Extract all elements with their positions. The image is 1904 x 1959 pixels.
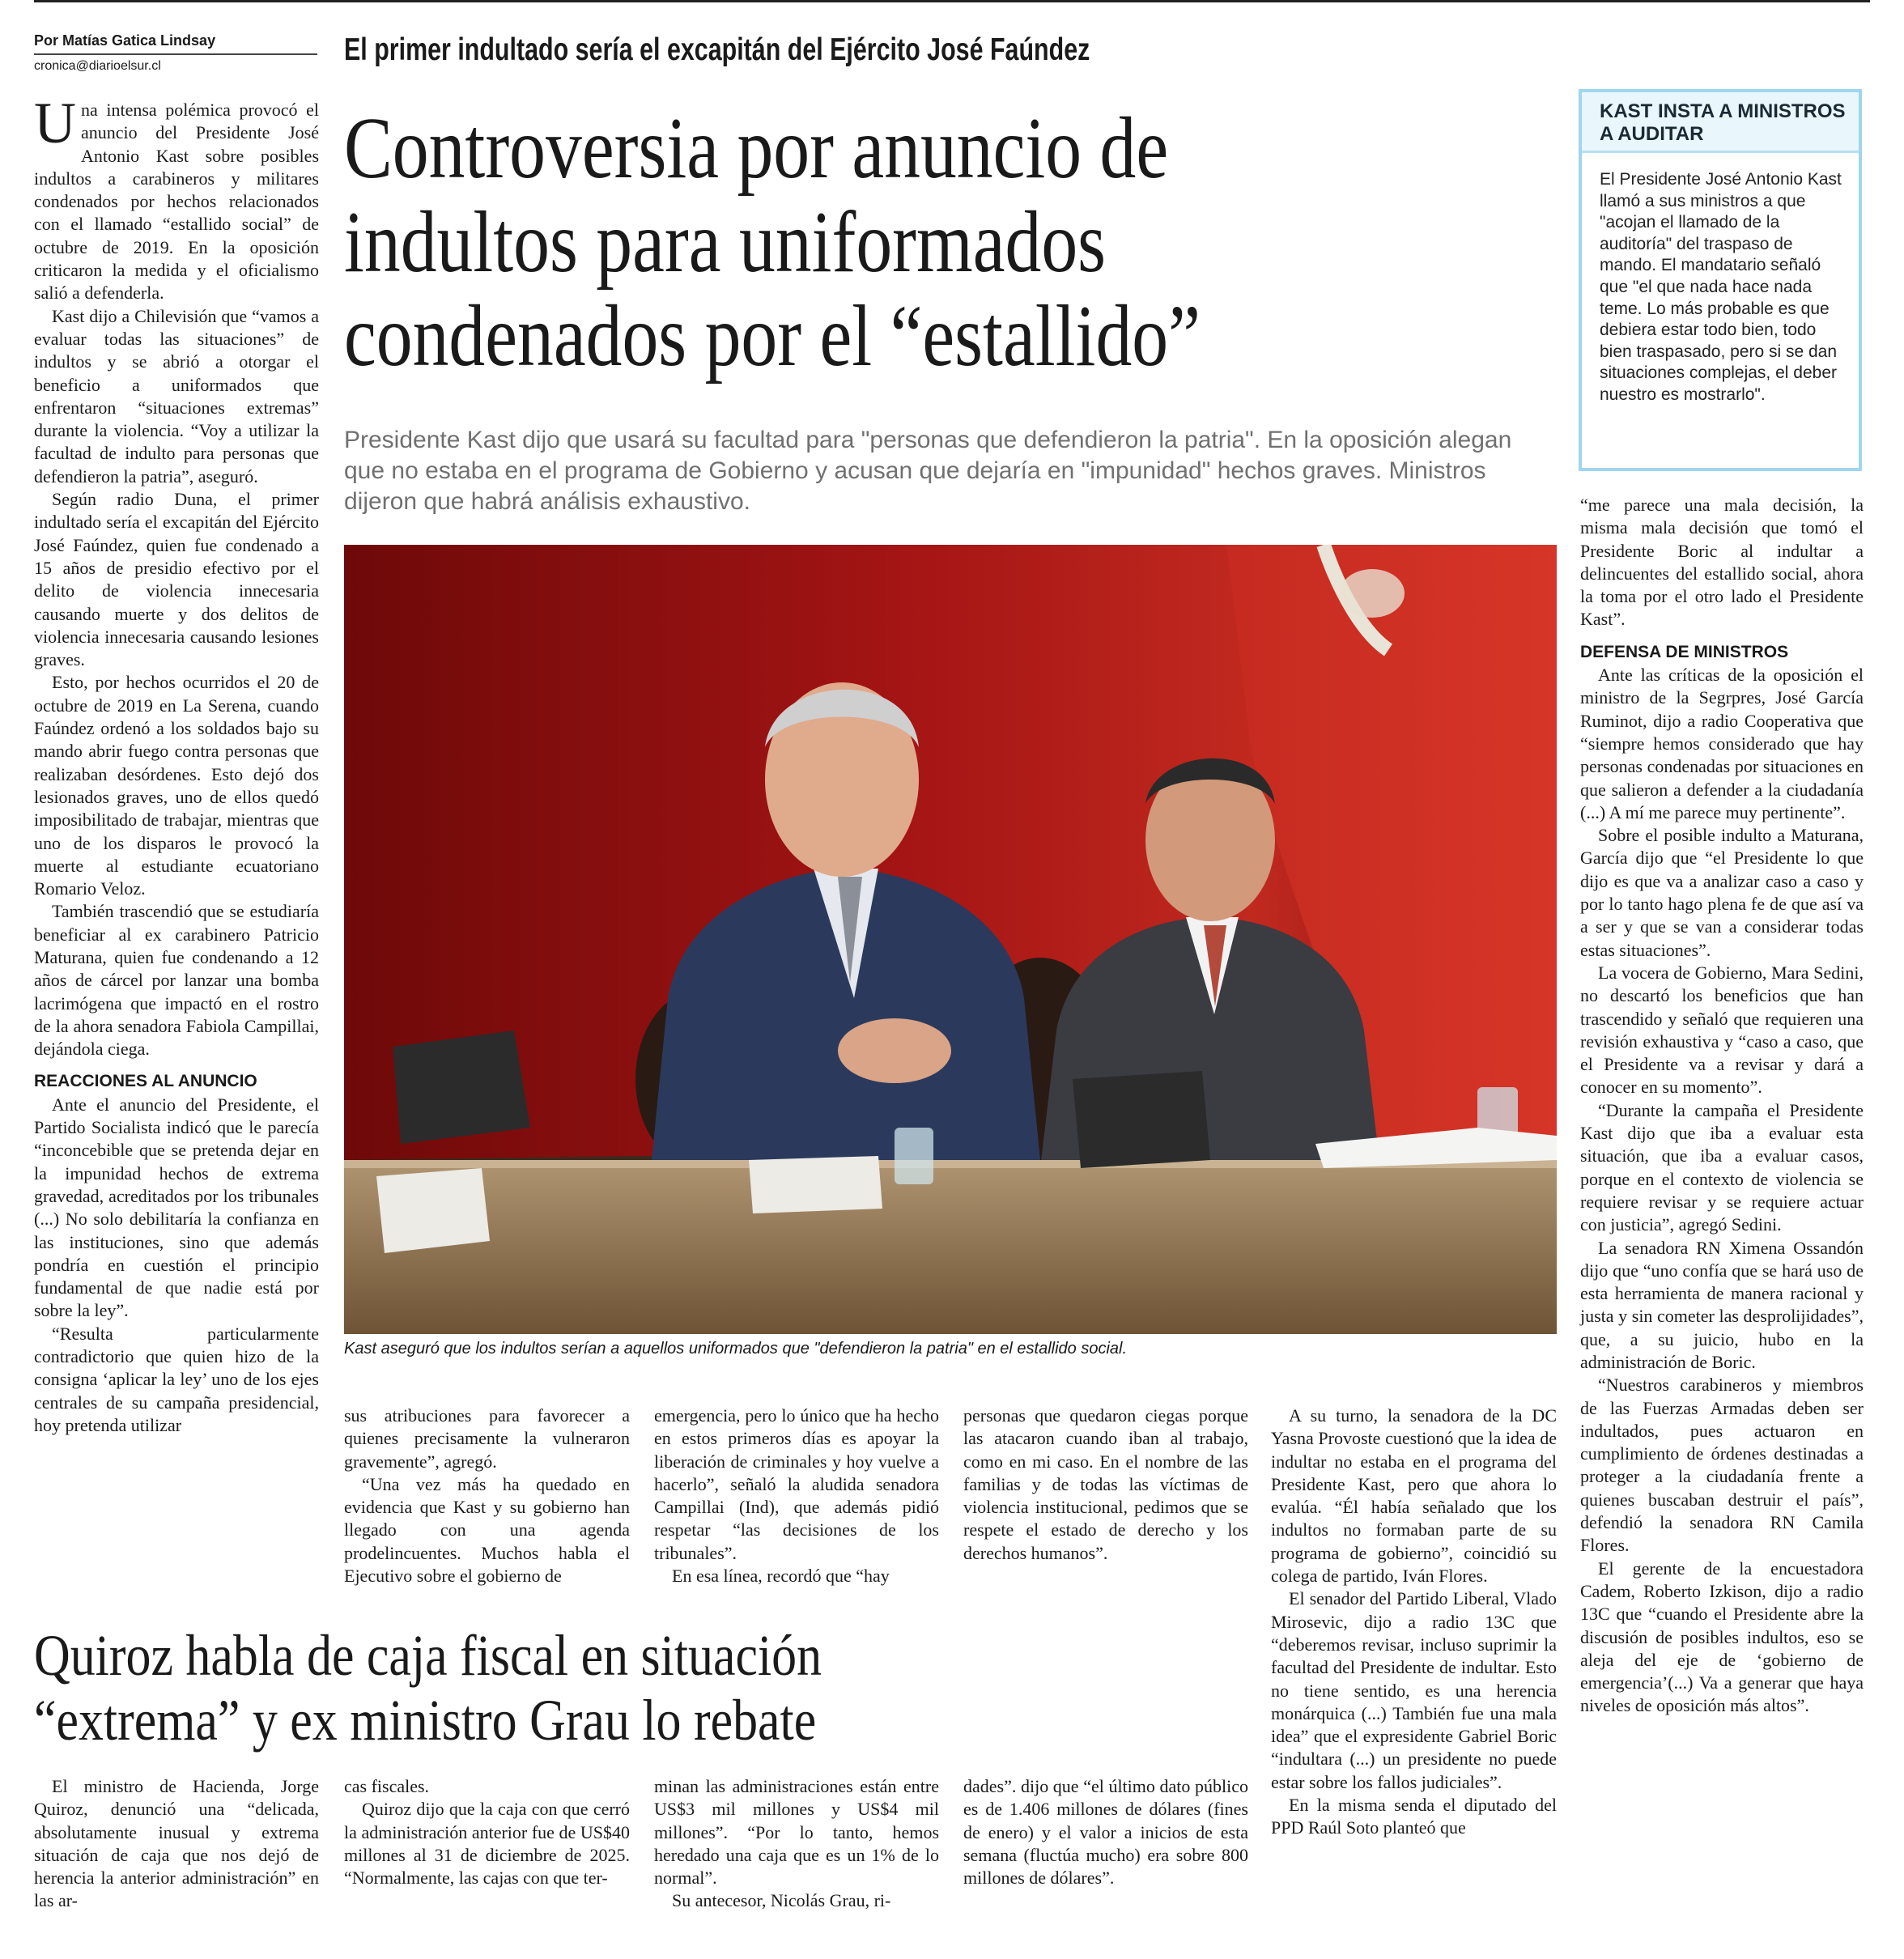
article-column-5: [1271, 1404, 1557, 1840]
main-headline: [344, 102, 1352, 384]
author-email: cronica@diarioelsur.cl: [34, 59, 161, 73]
second-headline-line-1: Quiroz habla de caja fiscal en situación: [34, 1623, 822, 1688]
byline: [34, 32, 317, 74]
article-column-6: [1580, 494, 1864, 1718]
paragraph: minan las administraciones están entre US$3 mil millones y US$4 mil millones”. “Por lo tanto, hemos heredado una caja que es un 1% de lo normal”.: [654, 1776, 939, 1889]
paragraph: Quiroz dijo que la caja con que cerró la administración anterior fue de US$40 millones al 31 de diciembre de 2025. “Normalmente, las cajas con que ter-: [344, 1799, 630, 1889]
paragraph: Una intensa polémica provocó el anuncio del Presidente José Antonio Kast sobre posibles indultos a carabineros y militares condenados por hechos relacionados con el llamado “estallido social” de octubre de 2019. En la oposición criticaron la medida y el oficialismo salió a defenderla.: [34, 91, 319, 304]
paragraph: El ministro de Hacienda, Jorge Quiroz, denunció una “delicada, absolutamente inusual y extrema situación de caja que nos dejó de herencia la anterior administración” en las ar-: [34, 1776, 319, 1911]
paragraph: Ante las críticas de la oposición el ministro de la Segrpres, José García Ruminot, dijo a radio Cooperativa que “siempre hemos considerado que hay personas condenadas por situaciones en que salieron a defender a la ciudadanía (...) A mí me parece muy pertinente”.: [1580, 665, 1864, 822]
sidebar-body: El Presidente José Antonio Kast llamó a sus ministros a que "acojan el llamado de la auditoría" del traspaso de mando. El mandatario señaló que "el que nada hace nada teme. Lo más probable es que debiera estar todo bien, todo bien traspasado, pero si se dan situaciones complejas, el deber nuestro es mostrarlo".: [1600, 170, 1842, 404]
deck: Presidente Kast dijo que usará su facultad para "personas que defendieron la patria". En la oposición alegan que no estaba en el programa de Gobierno y acusan que dejaría en "impunidad" hechos graves. Ministros dijeron que habrá análisis exhaustivo.: [344, 427, 1512, 515]
headline-line-1: Controversia por anuncio de: [344, 100, 1169, 197]
paragraph: sus atribuciones para favorecer a quienes precisamente la vulneraron gravemente”, agregó.: [344, 1405, 630, 1472]
paragraph: A su turno, la senadora de la DC Yasna Provoste cuestionó que la idea de indultar no estaba en el programa del Presidente Kast, pero que ahora lo evalúa. “Él había señalado que los indultos no formaban parte de su programa de gobierno”, coincidió su colega de partido, Iván Flores.: [1271, 1405, 1557, 1587]
story2-column-2: [344, 1775, 630, 1889]
paragraph: cas fiscales.: [344, 1776, 430, 1796]
subhead-reacciones: REACCIONES AL ANUNCIO: [34, 1072, 257, 1091]
article-column-3: [654, 1404, 939, 1587]
paragraph: Esto, por hechos ocurridos el 20 de octubre de 2019 en La Serena, cuando Faúndez ordenó a los soldados bajo su mando abrir fuego contra personas que realizaban desórdenes. Esto dejó dos lesionados graves, uno de ellos quedó imposibilitado de trabajar, mientras que uno de los disparos le provocó la muerte al estudiante ecuatoriano Romario Veloz.: [34, 672, 319, 899]
sidebar-box: [1579, 89, 1862, 471]
article-column-2: [344, 1404, 630, 1587]
paragraph: “Durante la campaña el Presidente Kast dijo que iba a evaluar esta situación, que iba a evaluar casos, porque en el contexto de violencia se requiere revisar y se requiere actuar con justicia”, agregó Sedini.: [1580, 1099, 1864, 1235]
paragraph: En esa línea, recordó que “hay: [672, 1566, 890, 1587]
paragraph: El gerente de la encuestadora Cadem, Roberto Izkison, dijo a radio 13C que “cuando el Presidente abre la discusión de posibles indultos, eso se aleja del eje de ‘gobierno de emergencia’(...) Va a generar que haya niveles de oposición más altos”.: [1580, 1557, 1864, 1716]
subhead-defensa: DEFENSA DE MINISTROS: [1580, 642, 1789, 661]
paragraph: “Nuestros carabineros y miembros de las Fuerzas Armadas deben ser indultados, pues actuaron en cumplimiento de órdenes destinadas a proteger a la ciudadanía frente a quienes buscaban destruir el país”, defendió la senadora RN Camila Flores.: [1580, 1375, 1864, 1556]
sidebar-title: KAST INSTA A MINISTROS A AUDITAR: [1582, 92, 1859, 153]
story2-column-1: [34, 1775, 319, 1913]
photo-caption: Kast aseguró que los indultos serían a aquellos uniformados que "defendieron la patria" en el estallido social.: [344, 1340, 1128, 1358]
paragraph: “me parece una mala decisión, la misma mala decisión que tomó el Presidente Boric al indultar a delincuentes del estallido social, ahora la toma por el otro lado el Presidente Kast”.: [1580, 495, 1864, 630]
top-rule: [34, 0, 1870, 2]
author-name: Por Matías Gatica Lindsay: [34, 32, 317, 55]
news-photo: [344, 545, 1557, 1334]
paragraph: Su antecesor, Nicolás Grau, ri-: [672, 1890, 891, 1911]
kicker: El primer indultado sería el excapitán del Ejército José Faúndez: [344, 32, 1090, 67]
paragraph: En la misma senda el diputado del PPD Raúl Soto planteó que: [1271, 1795, 1557, 1838]
paragraph: dades”. dijo que “el último dato público es de 1.406 millones de dólares (fines de enero) y el valor a inicios de esta semana (fluctúa mucho) era sobre 800 millones de dólares”.: [963, 1776, 1248, 1889]
paragraph: También trascendió que se estudiaría beneficiar al ex carabinero Patricio Maturana, quien fue condenando a 12 años de cárcel por lanzar una bomba lacrimógena que impactó en el rostro de la ahora senadora Fabiola Campillai, dejándola ciega.: [34, 901, 319, 1060]
paragraph: “Resulta particularmente contradictorio que quien hizo de la consigna ‘aplicar la ley’ uno de los ejes centrales de su campaña presidencial, hoy pretenda utilizar: [34, 1323, 319, 1435]
paragraph: Ante el anuncio del Presidente, el Partido Socialista indicó que le parecía “inconcebible que se pretenda dejar en la impunidad hechos de extrema gravedad, acreditados por los tribunales (...) No solo debilitaría la confianza en las instituciones, sino que además pondría en cuestión el principio fundamental de que nadie está por sobre la ley”.: [34, 1094, 319, 1321]
story2-column-4: [963, 1775, 1248, 1889]
paragraph: Según radio Duna, el primer indultado sería el excapitán del Ejército José Faúndez, quien fue condenado a 15 años de presidio efectivo por el delito de violencia innecesaria causando muerte y dos delitos de violencia innecesaria causando lesiones graves.: [34, 489, 319, 670]
paragraph: Sobre el posible indulto a Maturana, García dijo que “el Presidente lo que dijo es que va a analizar caso a caso y por lo tanto hago plena fe de que así va a ser y que se van a considerar todas estas situaciones”.: [1580, 825, 1864, 960]
story2-column-3: [654, 1775, 939, 1913]
article-column-4: [963, 1404, 1248, 1565]
paragraph: personas que quedaron ciegas porque las atacaron cuando iban al trabajo, como en mi caso. En el nombre de las familias y de todas las víctimas de violencia institucional, pedimos que se respete el estado de derecho y los derechos humanos”.: [963, 1405, 1248, 1563]
headline-line-2: indultos para uniformados: [344, 194, 1107, 291]
headline-line-3: condenados por el “estallido”: [344, 288, 1201, 385]
paragraph: Kast dijo a Chilevisión que “vamos a evaluar todas las situaciones” de indultos y se abrió a otorgar el beneficio a uniformados que enfrentaron “situaciones extremas” durante la violencia. “Voy a utilizar la facultad de indulto para personas que defendieron la patria”, aseguró.: [34, 305, 319, 487]
paragraph: La senadora RN Ximena Ossandón dijo que “uno confía que se hará uso de esta herramienta de manera racional y justa y sin cometer las desprolijidades”, que, a su juicio, hubo en la administración de Boric.: [1580, 1237, 1864, 1372]
second-headline-line-2: “extrema” y ex ministro Grau lo rebate: [34, 1688, 817, 1753]
paragraph: La vocera de Gobierno, Mara Sedini, no descartó los beneficios que han trascendido y señaló que requieren una revisión exhaustiva y “caso a caso, que el Presidente va a revisar y dará a conocer en su momento”.: [1580, 962, 1864, 1098]
paragraph: El senador del Partido Liberal, Vlado Mirosevic, dijo a radio 13C que “deberemos revisar, incluso suprimir la facultad del Presidente de indultar. Esto no tiene sentido, es una herencia monárquica (...) También fue una mala idea” que el expresidente Gabriel Boric “indultara (...) un presidente no puede estar sobre los fallos judiciales”.: [1271, 1588, 1557, 1792]
article-column-1: [34, 91, 319, 1437]
second-headline: [34, 1623, 1127, 1753]
paragraph: emergencia, pero lo único que ha hecho en estos primeros días es apoyar la liberación de criminales y hoy vuelve a hacerlo”, señaló la aludida senadora Campillai (Ind), que además pidió respetar “las decisiones de los tribunales”.: [654, 1405, 939, 1563]
paragraph: “Una vez más ha quedado en evidencia que Kast y su gobierno han llegado con una agenda prodelincuentes. Muchos habla el Ejecutivo sobre el gobierno de: [344, 1473, 630, 1587]
